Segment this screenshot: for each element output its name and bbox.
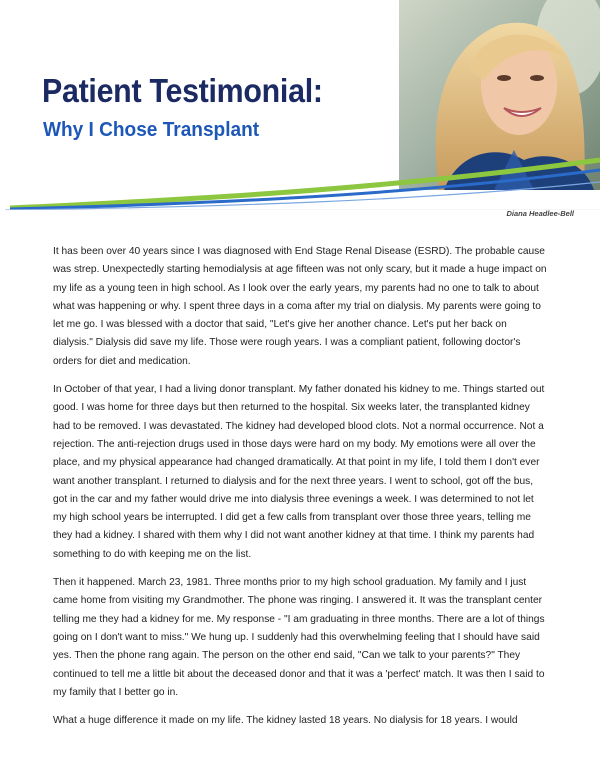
paragraph: It has been over 40 years since I was diagnosed with End Stage Renal Disease (ESRD). The probable cause was strep. Unexpectedly starting hemodialysis at age fifteen was not only scary, but it made a huge impact on my life as a young teen in high school. As I look over the early years, my parents had no one to talk to about what was happening or why. I spent three days in a coma after my trial on dialysis. My parents were going to let me go. I was blessed with a doctor that said, "Let's give her another chance. Let's put her back on dialysis." Dialysis did save my life. Those were rough years. I was a compliant patient, following doctor's orders for diet and medication. (53, 246, 547, 367)
paragraph: Then it happened. March 23, 1981. Three months prior to my high school graduation. My family and I just came home from visiting my Grandmother. The phone was ringing. I answered it. It was the transplant center telling me they had a kidney for me. My response - "I am graduating in three months. There are a lot of things going on I don't want to miss." We hung up. I suddenly had this overwhelming feeling that I should have said yes. Then the phone rang again. The person on the other end said, "Can we talk to your parents?" They continued to tell me a little bit about the deceased donor and that it was a 'perfect' match. It was then I said to my family that I better go in. (53, 577, 545, 698)
swoosh-green-stroke (10, 160, 600, 208)
decorative-swoosh (0, 150, 600, 210)
photo-caption: Diana Headlee-Bell (506, 209, 574, 218)
page-subtitle: Why I Chose Transplant (43, 118, 260, 141)
paragraph: What a huge difference it made on my life. The kidney lasted 18 years. No dialysis for 18 years. I would (53, 715, 518, 727)
testimonial-body (53, 243, 548, 740)
page-title: Patient Testimonial: (42, 72, 323, 109)
paragraph: In October of that year, I had a living donor transplant. My father donated his kidney to me. Things started out good. I was home for three days but then returned to the hospital. Six weeks later, the transplanted kidney had to be removed. I was devastated. The kidney had developed blood clots. Not a normal occurrence. Not a rejection. The anti-rejection drugs used in those days were hard on my body. My emotions were all over the place, and my physical appearance had changed dramatically. At that point in my life, I told them I don't ever want another transplant. I returned to dialysis and for the next three years. I went to school, got off the bus, got in the car and my father would drive me into dialysis three evenings a week. I was determined to not let my high school years be interrupted. I did get a few calls from transplant over those three years, telling me they had a kidney. I shared with them why I did not want another kidney at that time. I think my parents had something to do with keeping me on the list. (53, 384, 545, 560)
